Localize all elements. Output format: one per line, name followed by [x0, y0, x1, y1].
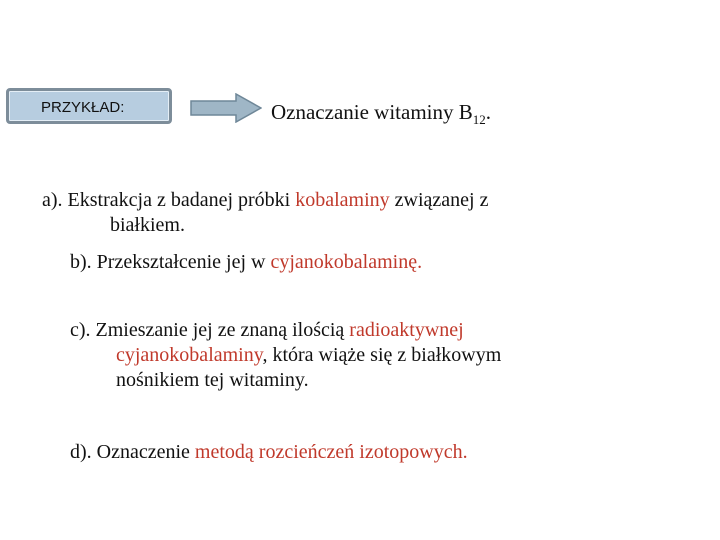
step-a-text-end: związanej z — [389, 189, 489, 211]
step-a-highlight: kobalaminy — [295, 189, 390, 211]
title-subscript: 12 — [472, 112, 486, 128]
step-c-line3: nośnikiem tej witaminy. — [116, 369, 309, 391]
step-c-line1 — [70, 318, 501, 343]
example-label: PRZYKŁAD: — [41, 99, 125, 116]
step-a-line2: białkiem. — [110, 214, 185, 236]
step-c-line2 — [70, 343, 501, 368]
title-end: . — [485, 100, 492, 124]
step-a — [42, 188, 489, 238]
step-b — [70, 250, 422, 275]
step-a-text: a). Ekstrakcja z badanej próbki — [42, 189, 296, 211]
step-d — [70, 440, 468, 465]
step-c-text-2: , która wiąże się z białkowym — [262, 344, 502, 366]
example-label-box — [6, 88, 172, 124]
step-c-highlight-1: radioaktywnej — [349, 319, 464, 341]
title-main: Oznaczanie witaminy B — [271, 100, 473, 124]
step-b-highlight: cyjanokobalaminę. — [270, 251, 423, 273]
arrow-right-icon — [190, 93, 262, 123]
step-c-text: c). Zmieszanie jej ze znaną ilością — [70, 319, 350, 341]
step-a-line1 — [42, 188, 489, 213]
page-title — [271, 100, 491, 128]
step-c — [70, 318, 501, 393]
step-b-text: b). Przekształcenie jej w — [70, 251, 271, 273]
step-d-text: d). Oznaczenie — [70, 441, 195, 463]
step-c-highlight-2: cyjanokobalaminy — [116, 344, 263, 366]
step-d-highlight: metodą rozcieńczeń izotopowych. — [194, 441, 468, 463]
